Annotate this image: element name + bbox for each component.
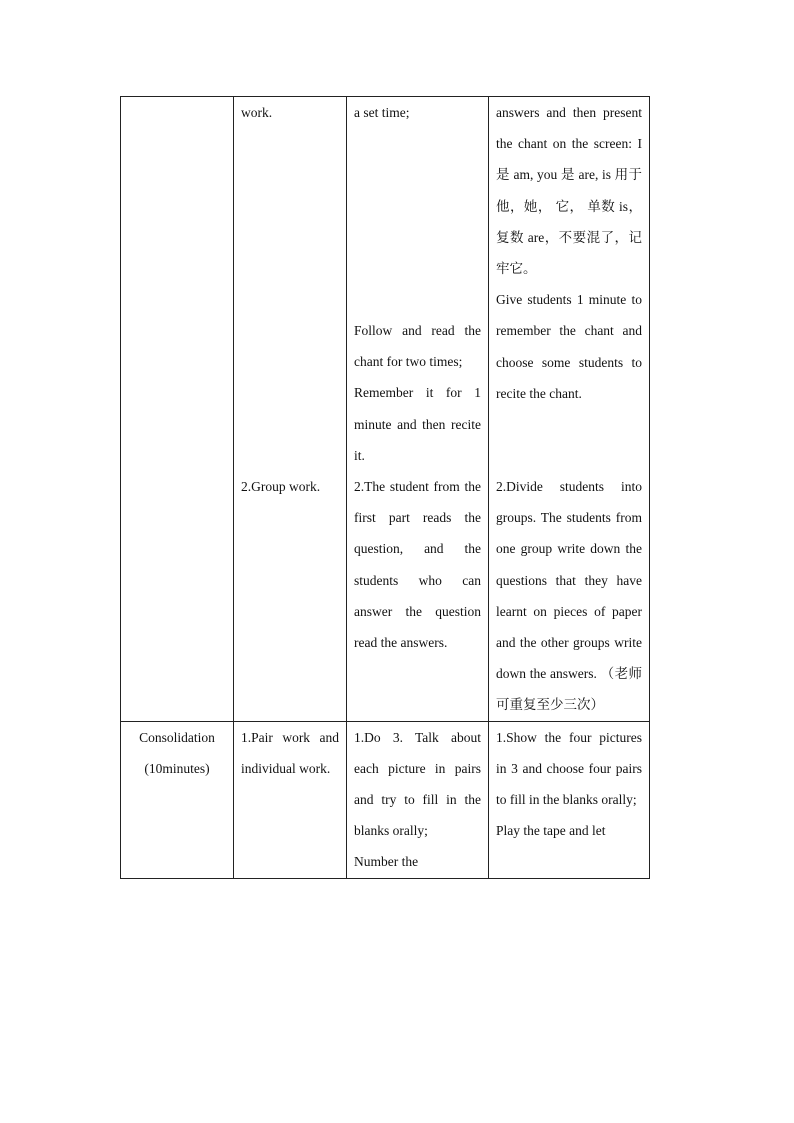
stage-cell bbox=[121, 97, 234, 472]
table-row bbox=[121, 97, 650, 472]
activity-text: 2.Group work. bbox=[241, 479, 321, 495]
student-step-text: Number the bbox=[354, 854, 419, 870]
student-step-text: Follow and read the chant for two times; bbox=[354, 323, 481, 370]
table-row bbox=[121, 721, 650, 878]
student-step-text: 1.Do 3. Talk about each picture in pairs and try to fill in the blanks orally; bbox=[354, 729, 481, 839]
teacher-step-text: 2.Divide students into groups. The students from one group write down the questions that they have learnt on pieces of paper and the other groups write down the answers. （老师可重复至少三次） bbox=[496, 479, 642, 713]
lesson-plan-table bbox=[120, 96, 650, 879]
teacher-activity-cell bbox=[489, 471, 650, 721]
activity-text: 1.Pair work and individual work. bbox=[241, 729, 339, 776]
teacher-activity-cell bbox=[489, 97, 650, 472]
teacher-step-text: 1.Show the four pictures in 3 and choose four pairs to fill in the blanks orally; bbox=[496, 729, 642, 808]
table-row bbox=[121, 471, 650, 721]
activity-cell bbox=[234, 471, 347, 721]
student-activity-cell bbox=[347, 721, 489, 878]
teacher-step-text: answers and then present the chant on the screen: I 是 am, you 是 are, is 用于他，她， 它， 单数 is， 复数 are，不要混了，记牢它。 bbox=[496, 105, 642, 277]
teacher-activity-cell bbox=[489, 721, 650, 878]
student-step-text: 2.The student from the first part reads the question, and the students who can answer the question read the answers. bbox=[354, 479, 481, 651]
activity-cell bbox=[234, 721, 347, 878]
teacher-step-text: Give students 1 minute to remember the chant and choose some students to recite the chant. bbox=[496, 292, 642, 401]
student-step-text: Remember it for 1 minute and then recite it. bbox=[354, 385, 481, 463]
student-activity-cell bbox=[347, 471, 489, 721]
stage-cell bbox=[121, 471, 234, 721]
teacher-step-text: Play the tape and let bbox=[496, 823, 606, 839]
activity-text: work. bbox=[241, 105, 273, 120]
stage-cell bbox=[121, 721, 234, 878]
activity-cell bbox=[234, 97, 347, 472]
stage-label: Consolidation (10minutes) bbox=[139, 729, 215, 776]
student-activity-cell bbox=[347, 97, 489, 472]
student-step-text: a set time; bbox=[354, 105, 410, 120]
